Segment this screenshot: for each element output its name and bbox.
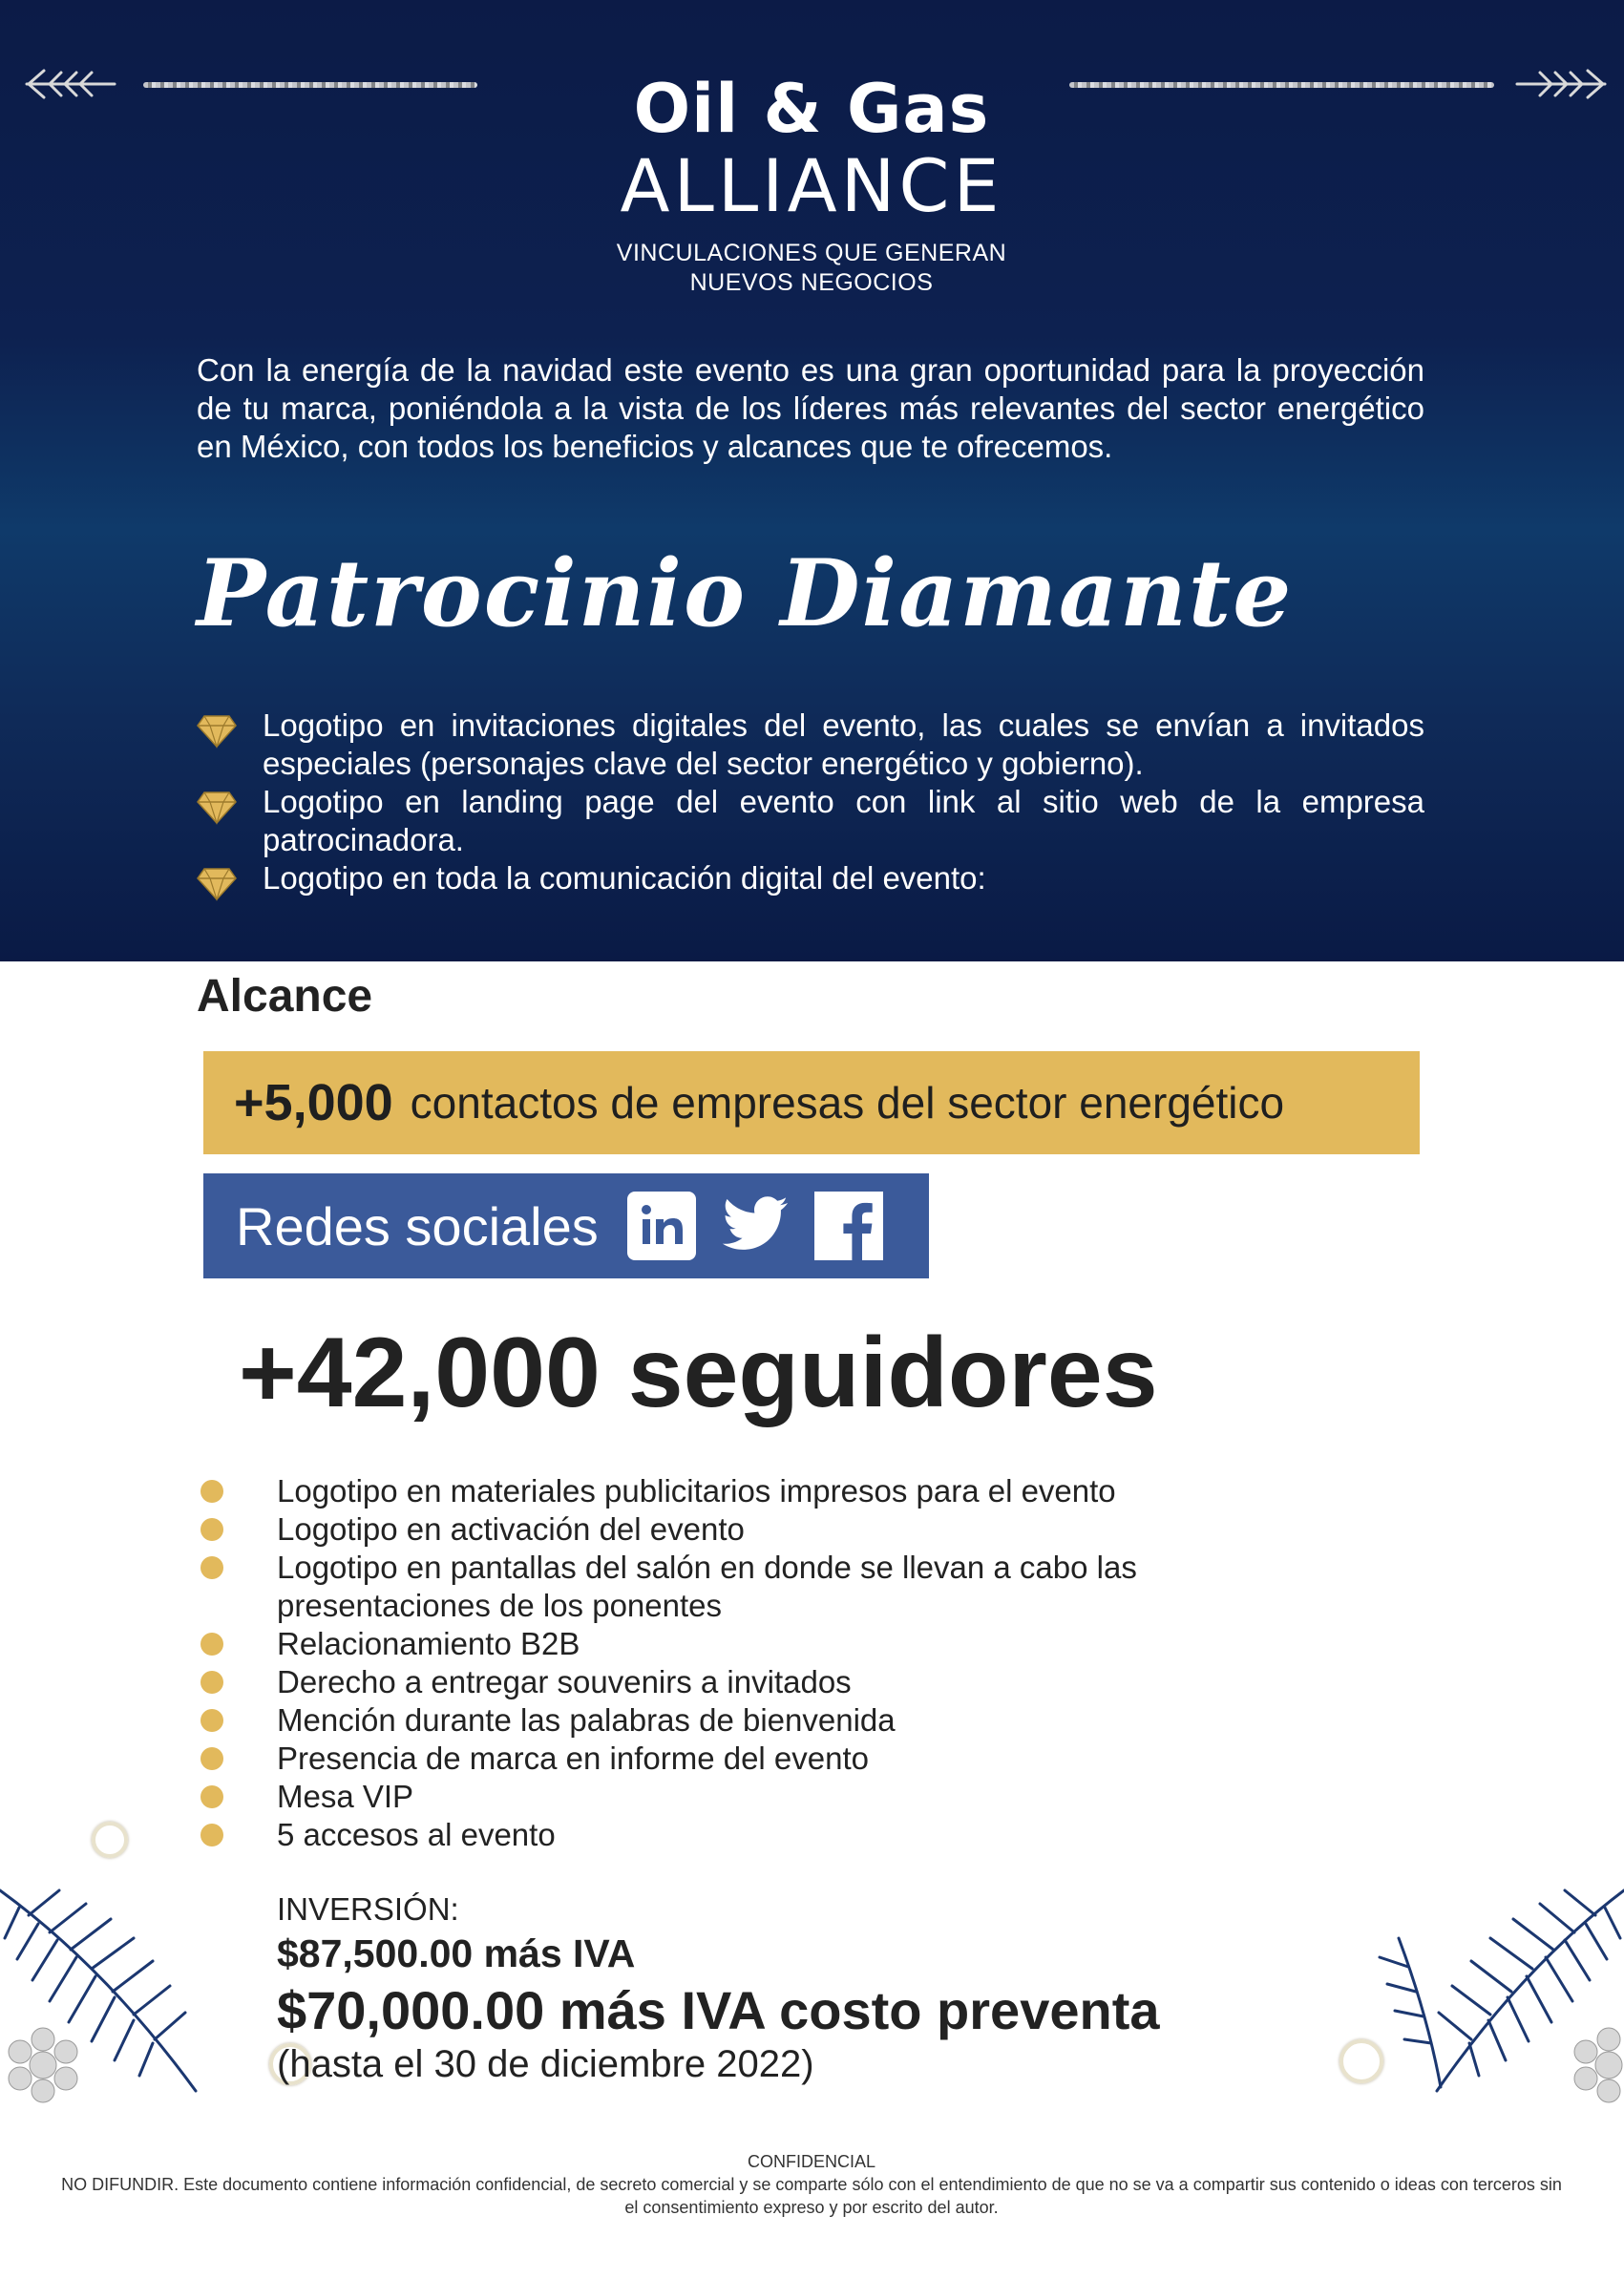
benefit-text: Logotipo en materiales publicitarios impresos para el evento (277, 1473, 1116, 1509)
footer-title: CONFIDENCIAL (747, 2152, 875, 2171)
investment-block (277, 1890, 1160, 2085)
bullet-dot-icon (200, 1785, 223, 1808)
benefit-text: 5 accesos al evento (277, 1817, 556, 1852)
social-banner (203, 1173, 929, 1278)
arrow-right-icon (1513, 63, 1609, 105)
bullet-dot-icon (200, 1633, 223, 1656)
benefit-text: Mesa VIP (277, 1779, 414, 1814)
benefit-item (197, 1778, 1295, 1816)
twitter-icon (719, 1190, 791, 1262)
brand-tagline-1: VINCULACIONES QUE GENERAN (616, 240, 1007, 266)
followers-count: +42,000 seguidores (239, 1318, 1158, 1428)
bullet-dot-icon (200, 1671, 223, 1694)
brand-line-2: ALLIANCE (620, 143, 1003, 228)
linkedin-icon (625, 1190, 698, 1262)
benefit-item (197, 1549, 1295, 1625)
benefit-item (197, 1663, 1295, 1701)
ornament-ring-icon (92, 1822, 128, 1858)
benefit-item (197, 1510, 1295, 1549)
diamond-icon (197, 791, 237, 825)
reach-heading: Alcance (197, 971, 373, 1022)
benefit-text: Derecho a entregar souvenirs a invitados (277, 1664, 852, 1699)
intro-paragraph: Con la energía de la navidad este evento es una gran oportunidad para la proyección de tu marca, poniéndola a la vista de los líderes más relevantes del sector energético en México, con todos los beneficios y alcances que te ofrecemos. (197, 352, 1424, 464)
bullet-dot-icon (200, 1556, 223, 1579)
brand-logo (535, 71, 1088, 298)
decorative-line-left (143, 82, 477, 88)
diamond-icon (197, 867, 237, 901)
bullet-dot-icon (200, 1480, 223, 1503)
snowflake-left-icon (0, 2022, 86, 2108)
snowflake-right-icon (1566, 2022, 1624, 2108)
investment-label: INVERSIÓN: (277, 1891, 459, 1927)
benefit-item (197, 1740, 1295, 1778)
presale-note: (hasta el 30 de diciembre 2022) (277, 2043, 814, 2085)
benefits-list (197, 1472, 1295, 1854)
confidential-footer (57, 2150, 1566, 2219)
header-background (0, 0, 1624, 961)
contacts-banner (203, 1051, 1420, 1154)
diamond-benefit-text: Logotipo en invitaciones digitales del evento, las cuales se envían a invitados especiales (personajes clave del sector energético y gobierno). (263, 707, 1424, 781)
benefit-text: Mención durante las palabras de bienvenida (277, 1702, 896, 1738)
benefit-item (197, 1816, 1295, 1854)
brand-tagline (535, 239, 1088, 298)
brand-tagline-2: NUEVOS NEGOCIOS (689, 269, 934, 296)
benefit-text: Relacionamiento B2B (277, 1626, 580, 1661)
arrow-left-icon (23, 63, 118, 105)
presale-price: $70,000.00 más IVA costo preventa (277, 1980, 1160, 2040)
bullet-dot-icon (200, 1824, 223, 1846)
decorative-line-right (1069, 82, 1494, 88)
contacts-number: +5,000 (234, 1074, 393, 1131)
diamond-benefit-text: Logotipo en toda la comunicación digital del evento: (263, 860, 986, 896)
bullet-dot-icon (200, 1518, 223, 1541)
investment-price: $87,500.00 más IVA (277, 1931, 636, 1975)
diamond-icon (197, 714, 237, 749)
footer-text: NO DIFUNDIR. Este documento contiene información confidencial, de secreto comercial y se comparte sólo con el entendimiento de que no se va a compartir sus contenido o ideas con terceros sin el consentimiento expreso y por escrito del autor. (61, 2175, 1562, 2217)
bullet-dot-icon (200, 1747, 223, 1770)
facebook-icon (812, 1190, 885, 1262)
benefit-item (197, 1625, 1295, 1663)
contacts-text: contactos de empresas del sector energético (410, 1078, 1285, 1128)
package-title: Patrocinio Diamante (197, 539, 1294, 647)
diamond-benefits-list (197, 707, 1424, 897)
brand-line-1: Oil & Gas (633, 70, 990, 148)
social-label: Redes sociales (236, 1195, 599, 1256)
bullet-dot-icon (200, 1709, 223, 1732)
ornament-ring-icon (1339, 2039, 1383, 2083)
benefit-item (197, 1701, 1295, 1740)
diamond-benefit-item (197, 707, 1424, 783)
benefit-text: Logotipo en pantallas del salón en donde se llevan a cabo las presentaciones de los ponentes (277, 1550, 1137, 1623)
diamond-benefit-item (197, 783, 1424, 859)
diamond-benefit-text: Logotipo en landing page del evento con link al sitio web de la empresa patrocinadora. (263, 784, 1424, 857)
diamond-benefit-item (197, 859, 1424, 897)
benefit-text: Logotipo en activación del evento (277, 1511, 745, 1547)
benefit-text: Presencia de marca en informe del evento (277, 1741, 870, 1776)
benefit-item (197, 1472, 1295, 1510)
